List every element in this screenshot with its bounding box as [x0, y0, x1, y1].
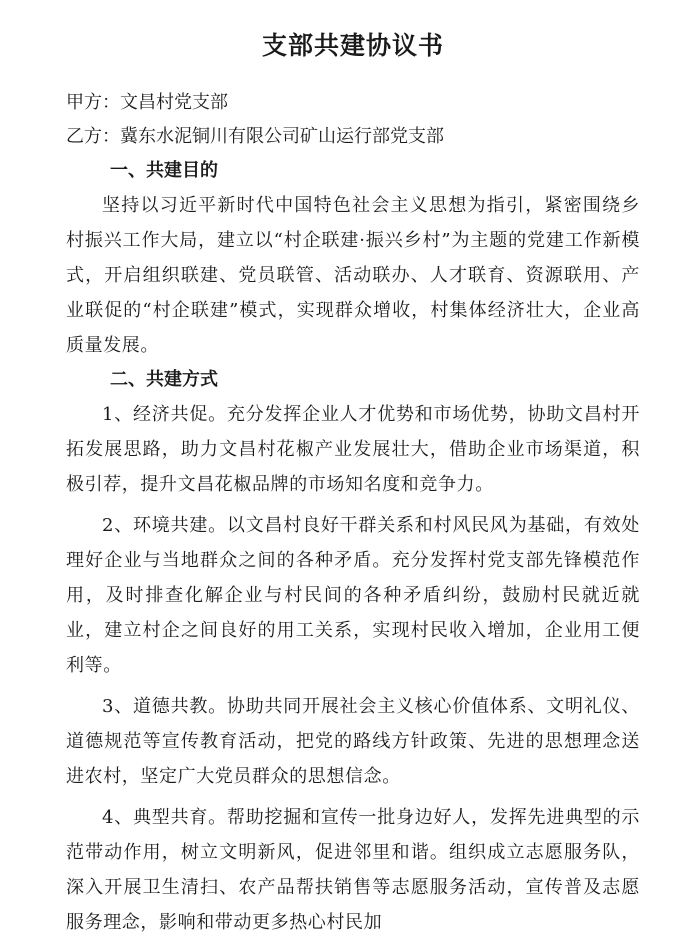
paragraph-role-models: 4、典型共育。帮助挖掘和宣传一批身边好人，发挥先进典型的示范带动作用，树立文明新风，促进邻里和谐。组织成立志愿服务队，深入开展卫生清扫、农产品帮扶销售等志愿服务活动，宣传普及志愿服务理念，影响和带动更多热心村民加	[66, 807, 640, 933]
paragraph-purpose: 坚持以习近平新时代中国特色社会主义思想为指引，紧密围绕乡村振兴工作大局，建立以“村企联建·振兴乡村”为主题的党建工作新模式，开启组织联建、党员联管、活动联办、人才联育、资源联用、产业联促的“村企联建”模式，实现群众增收，村集体经济壮大，企业高质量发展。	[66, 195, 640, 356]
paragraph-morality: 3、道德共教。协助共同开展社会主义核心价值体系、文明礼仪、道德规范等宣传教育活动，把党的路线方针政策、先进的思想理念送进农村，坚定广大党员群众的思想信念。	[66, 696, 640, 787]
party-b: 乙方：冀东水泥铜川有限公司矿山运行部党支部	[66, 126, 444, 147]
party-a: 甲方：文昌村党支部	[66, 92, 228, 113]
section-heading-methods: 二、共建方式	[110, 369, 218, 390]
document-title: 支部共建协议书	[261, 31, 444, 60]
paragraph-environment: 2、环境共建。以文昌村良好干群关系和村风民风为基础，有效处理好企业与当地群众之间的各种矛盾。充分发挥村党支部先锋模范作用，及时排查化解企业与村民间的各种矛盾纠纷，鼓励村民就近就业，建立村企之间良好的用工关系，实现村民收入增加，企业用工便利等。	[66, 515, 640, 676]
section-heading-purpose: 一、共建目的	[110, 160, 218, 181]
paragraph-economy: 1、经济共促。充分发挥企业人才优势和市场优势，协助文昌村开拓发展思路，助力文昌村花椒产业发展壮大，借助企业市场渠道，积极引荐，提升文昌花椒品牌的市场知名度和竞争力。	[66, 404, 640, 495]
